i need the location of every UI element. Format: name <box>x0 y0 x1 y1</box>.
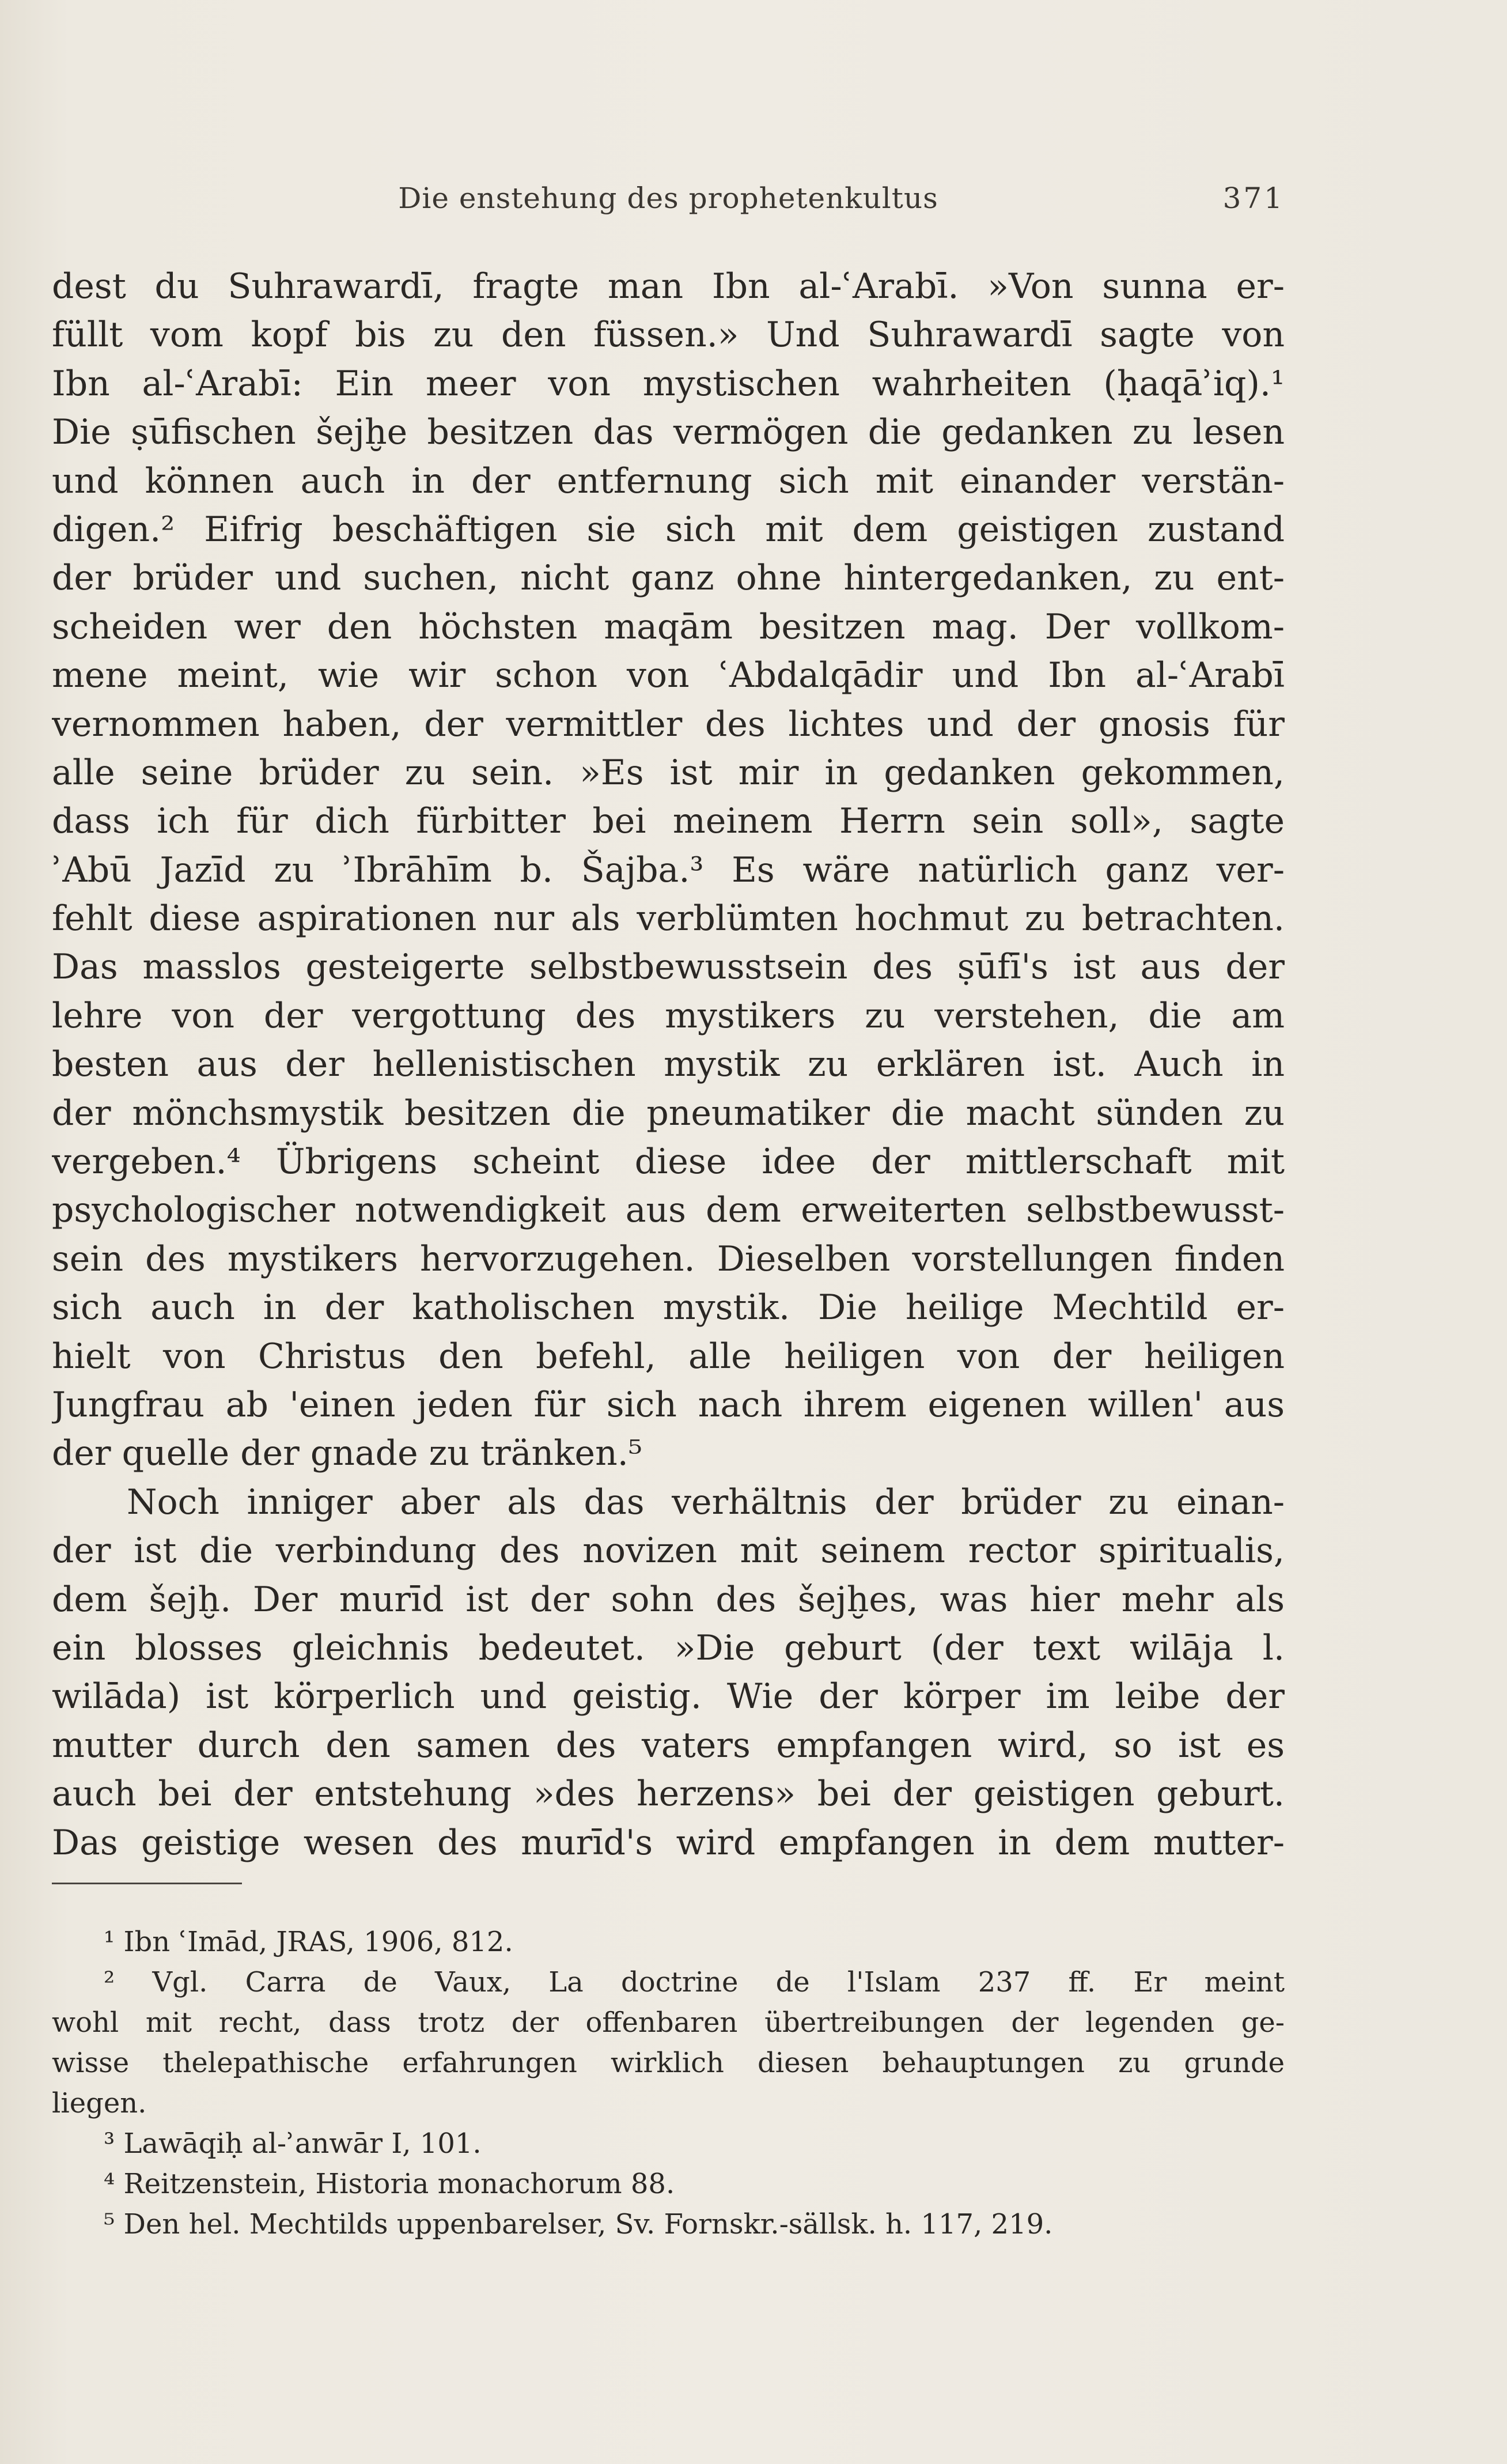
footnote-1: ¹ Ibn ʿImād, JRAS, 1906, 812. <box>104 1926 513 1958</box>
body-line: füllt vom kopf bis zu den füssen.» Und Suhrawardī sagte von <box>52 315 1285 356</box>
body-line: sein des mystikers hervorzugehen. Dieselben vorstellungen finden <box>52 1238 1285 1279</box>
body-line-paragraph-start: Noch inniger aber als das verhältnis der brüder zu einan- <box>127 1482 1285 1522</box>
footnotes <box>52 1922 1285 2244</box>
footnote-2-continued: liegen. <box>52 2087 147 2119</box>
body-line: auch bei der entstehung »des herzens» bei der geistigen geburt. <box>52 1774 1285 1815</box>
body-line: mene meint, wie wir schon von ʿAbdalqādir und Ibn al-ʿArabī <box>52 655 1285 696</box>
body-line-paragraph-end: der quelle der gnade zu tränken.⁵ <box>52 1433 642 1474</box>
body-line: dass ich für dich fürbitter bei meinem Herrn sein soll», sagte <box>52 801 1285 842</box>
body-line: dest du Suhrawardī, fragte man Ibn al-ʿArabī. »Von sunna er- <box>52 266 1285 307</box>
body-line: vernommen haben, der vermittler des lichtes und der gnosis für <box>52 704 1285 745</box>
body-line: vergeben.⁴ Übrigens scheint diese idee der mittlerschaft mit <box>52 1142 1285 1182</box>
body-line: Das geistige wesen des murīd's wird empfangen in dem mutter- <box>52 1822 1285 1863</box>
body-line: alle seine brüder zu sein. »Es ist mir in gedanken gekommen, <box>52 752 1285 793</box>
page-number: 371 <box>1222 182 1285 215</box>
body-text <box>52 262 1285 1867</box>
body-line: scheiden wer den höchsten maqām besitzen mag. Der vollkom- <box>52 606 1285 647</box>
body-line: hielt von Christus den befehl, alle heiligen von der heiligen <box>52 1336 1285 1377</box>
body-line: Die ṣūfischen šejḫe besitzen das vermögen die gedanken zu lesen <box>52 412 1285 453</box>
body-line: der ist die verbindung des novizen mit seinem rector spiritualis, <box>52 1530 1285 1571</box>
footnote-2-continued: wohl mit recht, dass trotz der offenbaren übertreibungen der legenden ge- <box>52 2006 1285 2039</box>
body-line: mutter durch den samen des vaters empfangen wird, so ist es <box>52 1725 1285 1766</box>
body-line: sich auch in der katholischen mystik. Die heilige Mechtild er- <box>52 1287 1285 1328</box>
body-line: fehlt diese aspirationen nur als verblümten hochmut zu betrachten. <box>52 898 1285 939</box>
body-line: ein blosses gleichnis bedeutet. »Die geburt (der text wilāja l. <box>52 1627 1285 1668</box>
body-line: der brüder und suchen, nicht ganz ohne hintergedanken, zu ent- <box>52 558 1285 599</box>
body-line: lehre von der vergottung des mystikers zu verstehen, die am <box>52 995 1285 1036</box>
body-line: der mönchsmystik besitzen die pneumatiker die macht sünden zu <box>52 1093 1285 1133</box>
body-line: digen.² Eifrig beschäftigen sie sich mit dem geistigen zustand <box>52 509 1285 550</box>
footnote-3: ³ Lawāqiḥ al-ʾanwār I, 101. <box>104 2127 482 2160</box>
body-line: besten aus der hellenistischen mystik zu erklären ist. Auch in <box>52 1044 1285 1085</box>
running-title: Die enstehung des prophetenkultus <box>398 182 938 215</box>
running-head <box>52 182 1285 216</box>
body-line: und können auch in der entfernung sich mit einander verstän- <box>52 460 1285 501</box>
body-line: wilāda) ist körperlich und geistig. Wie der körper im leibe der <box>52 1676 1285 1717</box>
footnote-4: ⁴ Reitzenstein, Historia monachorum 88. <box>104 2168 675 2200</box>
body-line: Ibn al-ʿArabī: Ein meer von mystischen wahrheiten (ḥaqāʾiq).¹ <box>52 363 1285 404</box>
body-line: dem šejḫ. Der murīd ist der sohn des šejḫes, was hier mehr als <box>52 1579 1285 1620</box>
footnote-divider <box>52 1883 242 1884</box>
body-line: Jungfrau ab 'einen jeden für sich nach ihrem eigenen willen' aus <box>52 1384 1285 1425</box>
body-line: Das masslos gesteigerte selbstbewusstsein des ṣūfī's ist aus der <box>52 947 1285 988</box>
footnote-5: ⁵ Den hel. Mechtilds uppenbarelser, Sv. Fornskr.-sällsk. h. 117, 219. <box>104 2208 1053 2240</box>
footnote-2: ² Vgl. Carra de Vaux, La doctrine de l'Islam 237 ff. Er meint <box>104 1966 1285 1998</box>
body-line: psychologischer notwendigkeit aus dem erweiterten selbstbewusst- <box>52 1190 1285 1231</box>
body-line: ʾAbū Jazīd zu ʾIbrāhīm b. Šajba.³ Es wäre natürlich ganz ver- <box>52 849 1285 890</box>
footnote-2-continued: wisse thelepathische erfahrungen wirklich diesen behauptungen zu grunde <box>52 2047 1285 2079</box>
